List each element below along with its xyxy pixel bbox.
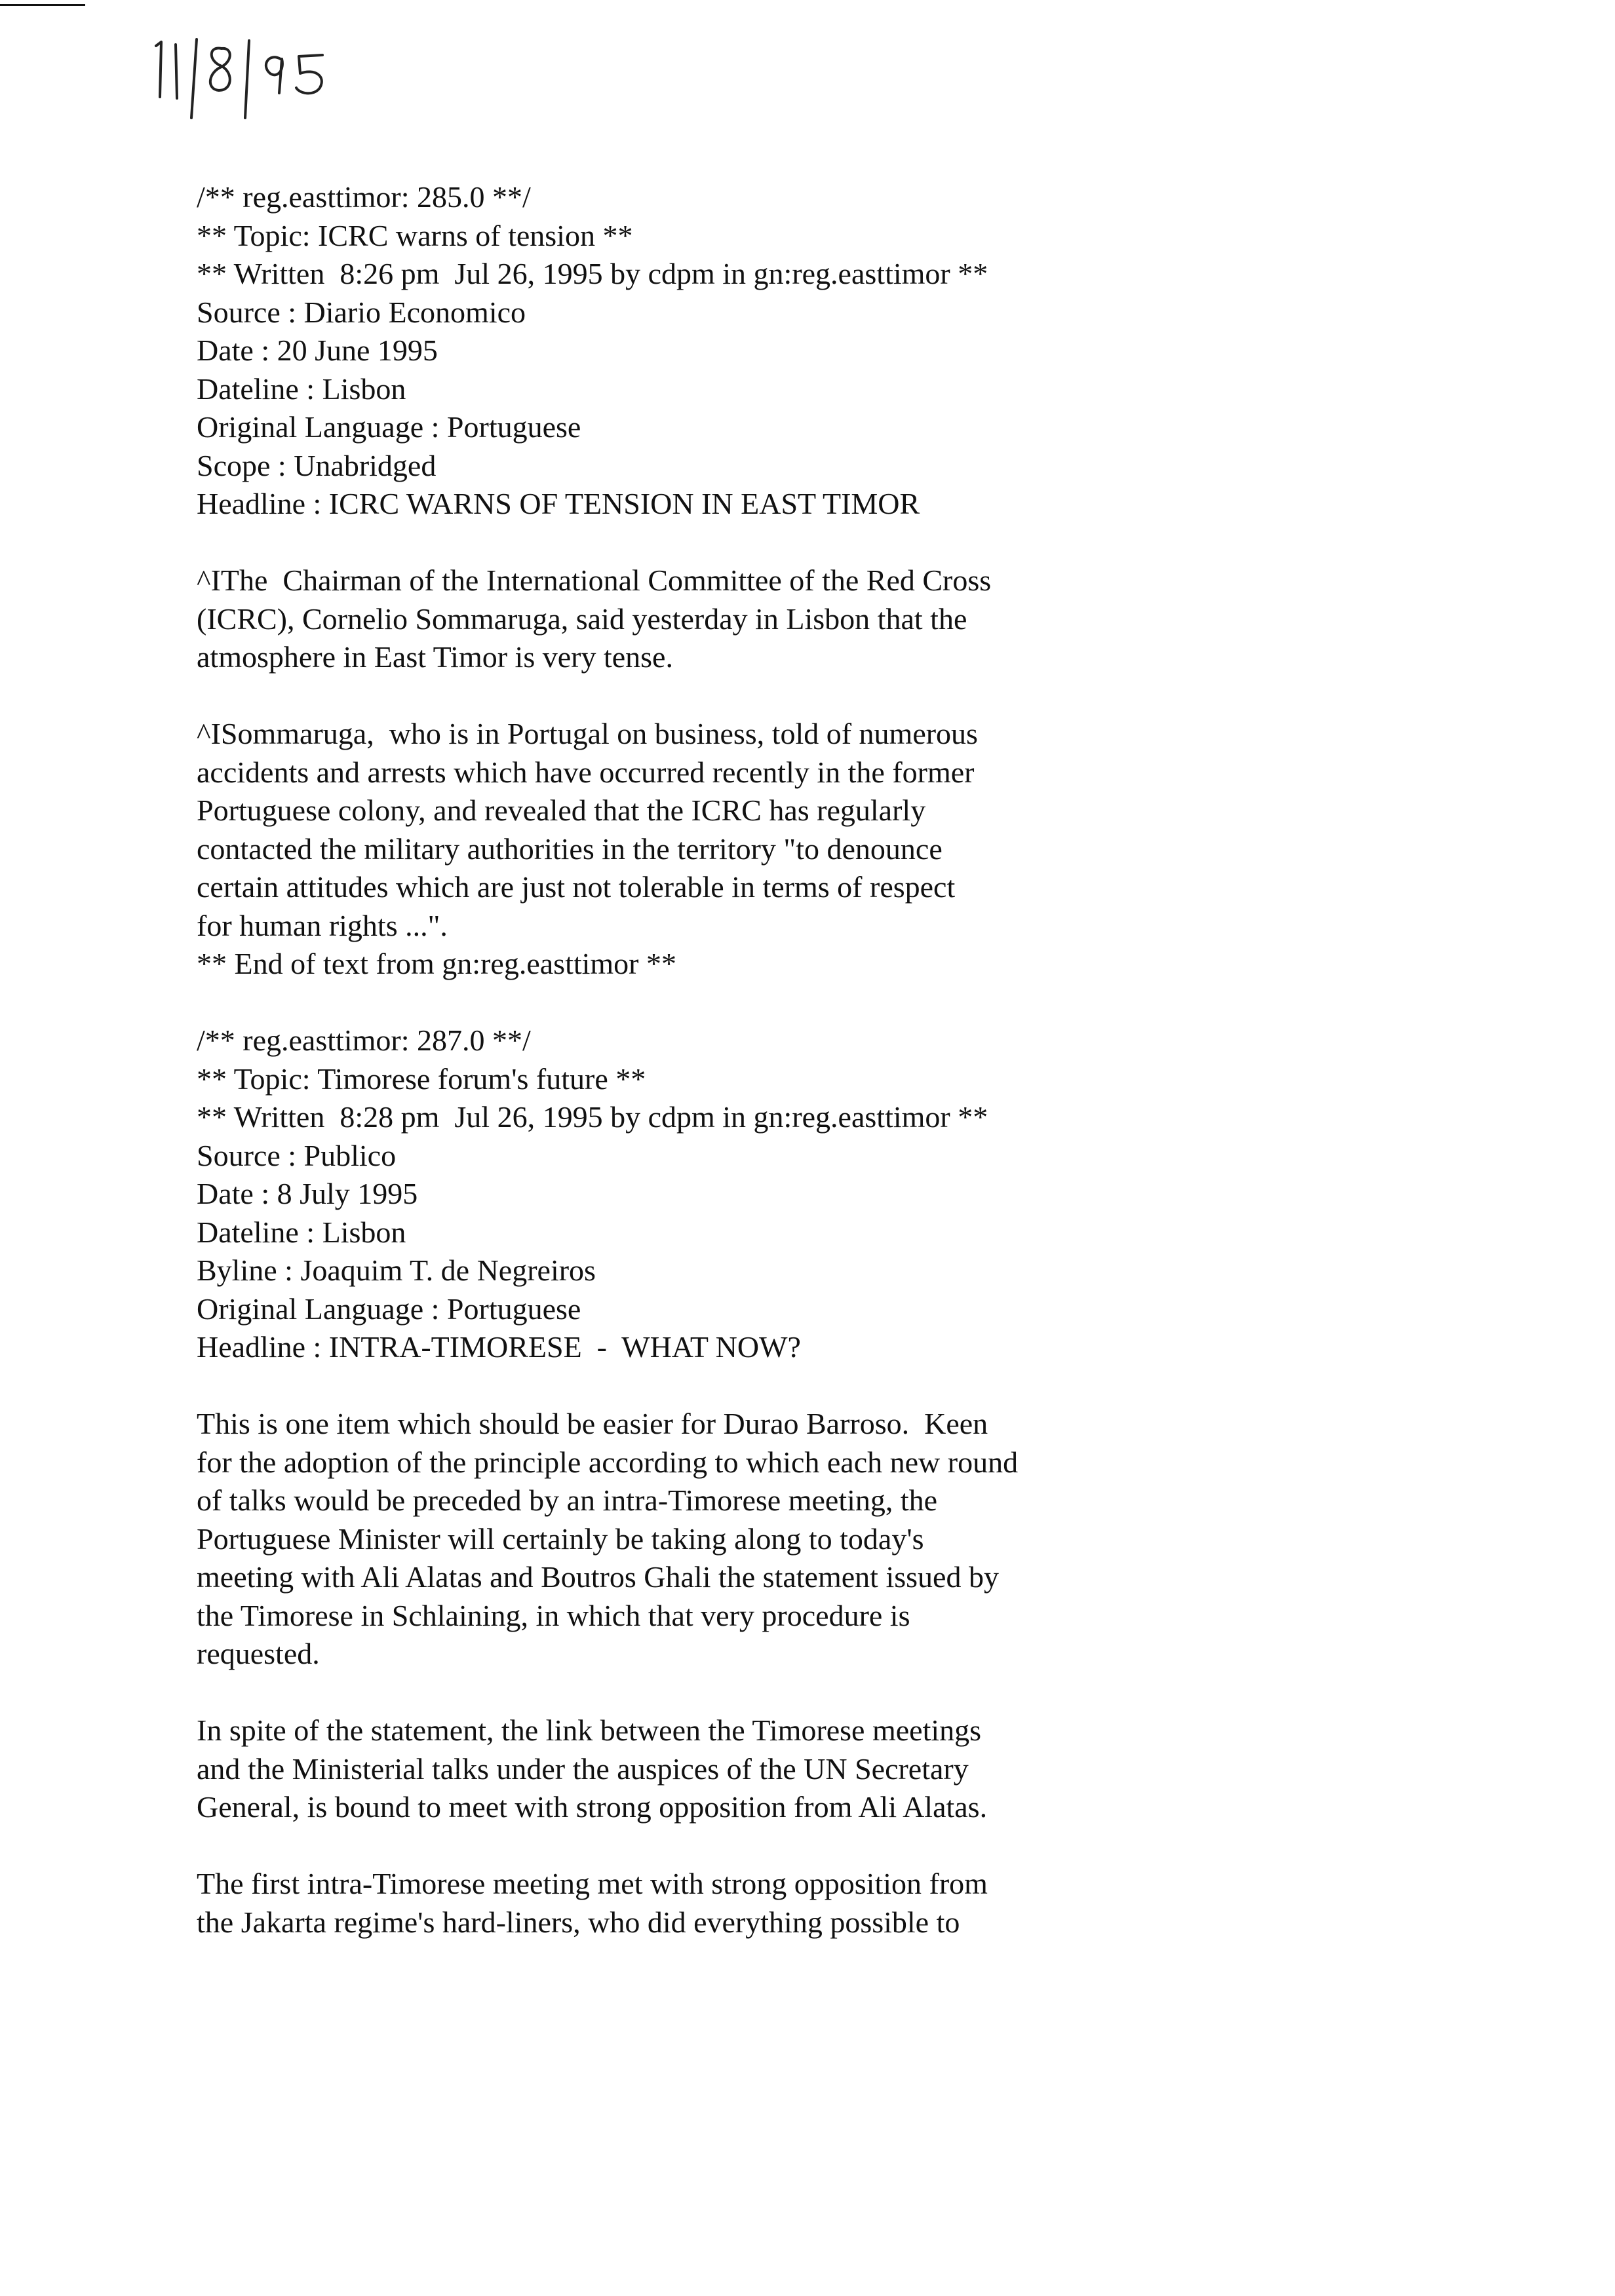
article-paragraph [197,715,1180,945]
article-paragraph [197,1405,1180,1674]
article-end-line: ** End of text from gn:reg.easttimor ** [197,947,677,980]
paragraph-gap [197,524,1180,562]
article-paragraph [197,1865,1180,1942]
paragraph-line: for human rights ...". [197,908,448,942]
article-language: Original Language : Portuguese [197,410,581,444]
handwritten-date-drawing [144,20,367,124]
paragraph-line: (ICRC), Cornelio Sommaruga, said yesterday in Lisbon that the [197,602,967,636]
paragraph-gap [197,1827,1180,1866]
article-285 [197,178,1180,984]
article-scope: Scope : Unabridged [197,448,437,482]
article-source: Source : Publico [197,1138,397,1172]
paragraph-line: ^ISommaruga, who is in Portugal on business, told of numerous [197,717,978,750]
article-headline: Headline : ICRC WARNS OF TENSION IN EAST TIMOR [197,487,920,520]
paragraph-line: for the adoption of the principle according to which each new round [197,1445,1019,1479]
paragraph-line: accidents and arrests which have occurred recently in the former [197,755,975,789]
article-language: Original Language : Portuguese [197,1292,581,1326]
article-dateline: Dateline : Lisbon [197,372,406,406]
article-header [197,1022,1180,1367]
article-id-line: /** reg.easttimor: 285.0 **/ [197,180,531,214]
paragraph-line: This is one item which should be easier for Durao Barroso. Keen [197,1407,988,1440]
paragraph-line: In spite of the statement, the link between the Timorese meetings [197,1713,982,1747]
paragraph-gap [197,677,1180,716]
handwritten-date [144,20,367,124]
paragraph-line: General, is bound to meet with strong opposition from Ali Alatas. [197,1790,988,1824]
article-headline: Headline : INTRA-TIMORESE - WHAT NOW? [197,1330,801,1364]
paragraph-line: atmosphere in East Timor is very tense. [197,640,673,674]
article-date: Date : 20 June 1995 [197,334,438,367]
paragraph-line: the Timorese in Schlaining, in which that very procedure is [197,1598,910,1632]
paragraph-gap [197,1674,1180,1712]
paragraph-line: the Jakarta regime's hard-liners, who did everything possible to [197,1905,960,1939]
paragraph-line: Portuguese Minister will certainly be taking along to today's [197,1521,924,1556]
paragraph-line: ^IThe Chairman of the International Committee of the Red Cross [197,564,992,597]
article-paragraph [197,1712,1180,1827]
article-287 [197,1022,1180,1942]
paragraph-line: Portuguese colony, and revealed that the ICRC has regularly [197,794,926,827]
paragraph-line: meeting with Ali Alatas and Boutros Ghali the statement issued by [197,1560,999,1594]
article-header [197,178,1180,524]
article-id-line: /** reg.easttimor: 287.0 **/ [197,1024,531,1057]
article-topic-line: ** Topic: ICRC warns of tension ** [197,218,633,252]
article-topic-line: ** Topic: Timorese forum's future ** [197,1062,646,1096]
article-byline: Byline : Joaquim T. de Negreiros [197,1253,596,1287]
paragraph-line: certain attitudes which are just not tolerable in terms of respect [197,870,956,904]
article-source: Source : Diario Economico [197,295,526,329]
paragraph-line: of talks would be preceded by an intra-Timorese meeting, the [197,1483,938,1517]
paragraph-line: The first intra-Timorese meeting met with strong opposition from [197,1867,988,1900]
document-body [197,178,1180,1942]
corner-scan-mark [0,4,85,6]
paragraph-gap [197,1367,1180,1406]
article-date: Date : 8 July 1995 [197,1177,418,1210]
paragraph-line: and the Ministerial talks under the auspices of the UN Secretary [197,1751,969,1786]
paragraph-line: requested. [197,1637,320,1670]
article-written-line: ** Written 8:26 pm Jul 26, 1995 by cdpm in gn:reg.easttimor ** [197,257,988,290]
article-dateline: Dateline : Lisbon [197,1215,406,1249]
article-gap [197,984,1180,1022]
article-paragraph [197,562,1180,677]
paragraph-line: contacted the military authorities in the territory "to denounce [197,832,943,866]
article-written-line: ** Written 8:28 pm Jul 26, 1995 by cdpm in gn:reg.easttimor ** [197,1100,988,1134]
